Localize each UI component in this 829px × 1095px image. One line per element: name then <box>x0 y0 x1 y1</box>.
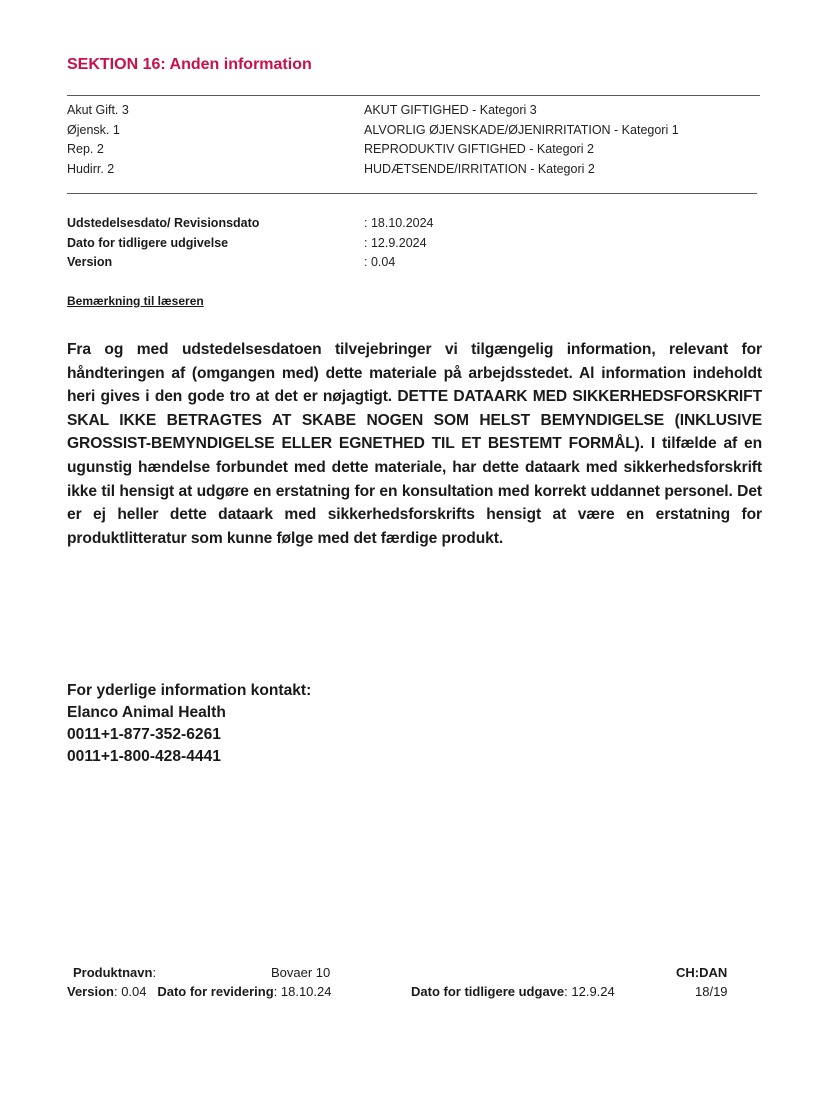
footer-version-label: Version <box>67 984 114 999</box>
hazard-row <box>67 101 767 121</box>
meta-label: Dato for tidligere udgivelse <box>67 235 229 250</box>
hazard-row <box>67 121 767 141</box>
hazard-description: REPRODUKTIV GIFTIGHED - Kategori 2 <box>364 142 594 156</box>
meta-value: : 18.10.2024 <box>364 216 434 230</box>
footer-previous-value: 12.9.24 <box>571 984 615 999</box>
footer-product-value: Bovaer 10 <box>271 965 331 980</box>
note-body: Fra og med udstedelsesdatoen tilvejebringer vi tilgængelig information, relevant for håndteringen af (omgangen med) dette materiale på arbejdsstedet. Al information indeholdt heri gives i den gode tro at det er nøjagtigt. DETTE DATAARK MED SIKKERHEDSFORSKRIFT SKAL IKKE BETRAGTES AT SKABE NOGEN SOM HELST BEMYNDIGELSE (INKLUSIVE GROSSIST-BEMYNDIGELSE ELLER EGNETHED TIL ET BESTEMT FORMÅL). I tilfælde af en ugunstig hændelse forbundet med dette materiale, har dette dataark med sikkerhedsforskrift ikke til hensigt at udgøre en erstatning for en konsultation med korrekt uddannet personel. Det er ej heller dette dataark med sikkerhedsforskrifts hensigt at være en erstatning for produktlitteratur som kunne følge med det færdige produkt. <box>67 341 762 547</box>
contact-phone: 0011+1-877-352-6261 <box>67 726 221 743</box>
hazard-description: AKUT GIFTIGHED - Kategori 3 <box>364 103 537 117</box>
hazard-description: HUDÆTSENDE/IRRITATION - Kategori 2 <box>364 161 595 176</box>
footer-previous-edition: Dato for tidligere udgave: 12.9.24 <box>411 984 615 999</box>
divider-bottom <box>67 193 757 194</box>
note-heading: Bemærkning til læseren <box>67 294 204 308</box>
footer-revision-label: Dato for revidering <box>157 984 274 999</box>
hazard-code: Akut Gift. 3 <box>67 103 129 117</box>
footer-language-code: CH:DAN <box>676 965 728 980</box>
hazard-classification-table <box>67 101 767 179</box>
contact-phone: 0011+1-800-428-4441 <box>67 748 221 765</box>
meta-row-version <box>67 253 567 273</box>
hazard-row <box>67 160 767 180</box>
hazard-row <box>67 140 767 160</box>
meta-value: : 0.04 <box>364 255 396 269</box>
contact-block <box>67 680 311 768</box>
footer-page-number: 18/19 <box>695 984 728 999</box>
meta-value: : 12.9.2024 <box>364 235 427 250</box>
meta-row-previous-date <box>67 234 567 254</box>
footer-version-revision: Version: 0.04 Dato for revidering: 18.10.24 <box>67 984 332 999</box>
meta-row-issue-date <box>67 214 567 234</box>
contact-heading: For yderlige information kontakt: <box>67 682 312 699</box>
contact-company: Elanco Animal Health <box>67 704 226 721</box>
hazard-description: ALVORLIG ØJENSKADE/ØJENIRRITATION - Kategori 1 <box>364 122 679 137</box>
footer-previous-label: Dato for tidligere udgave <box>411 984 565 999</box>
document-metadata <box>67 214 567 273</box>
footer-revision-value: 18.10.24 <box>280 984 332 999</box>
footer-version-value: : 0.04 <box>113 984 147 999</box>
section-title: SEKTION 16: Anden information <box>67 56 312 73</box>
hazard-code: Hudirr. 2 <box>67 161 115 176</box>
hazard-code: Øjensk. 1 <box>67 122 120 137</box>
footer-product-label: Produktnavn: <box>73 965 157 980</box>
meta-label: Udstedelsesdato/ Revisionsdato <box>67 216 260 230</box>
meta-label: Version <box>67 255 113 269</box>
hazard-code: Rep. 2 <box>67 142 104 156</box>
divider-top <box>67 95 760 96</box>
